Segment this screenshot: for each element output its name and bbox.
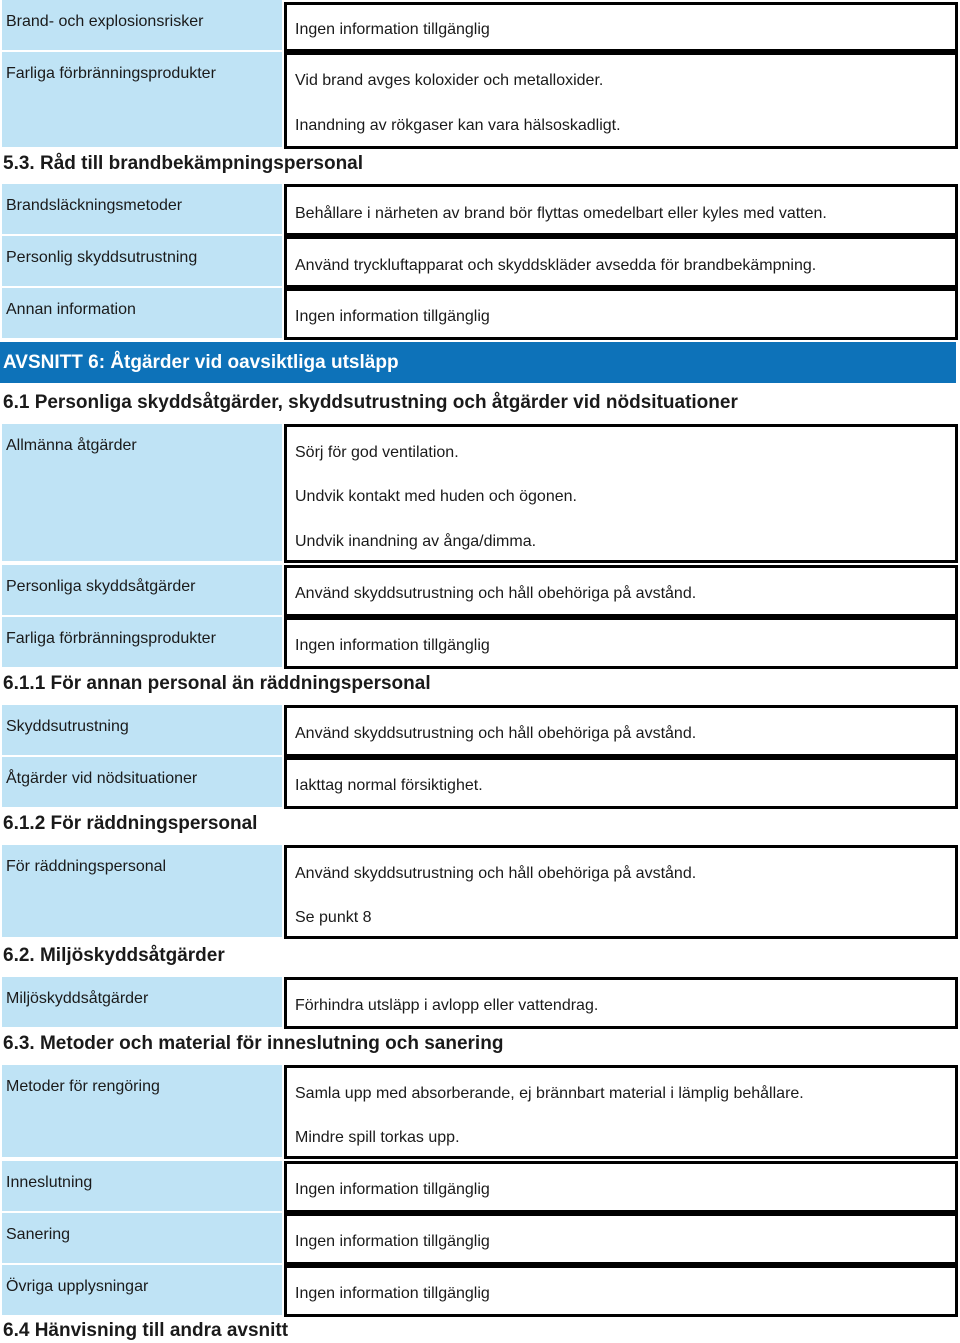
row-value-line: Undvik inandning av ånga/dimma.	[295, 533, 537, 550]
subsection-heading-6-1-2: 6.1.2 För räddningspersonal	[3, 813, 258, 834]
row-label-brandslackningsmetoder: Brandsläckningsmetoder	[2, 184, 282, 234]
row-label-skyddsutrustning: Skyddsutrustning	[2, 705, 282, 755]
row-value-line: Använd skyddsutrustning och håll obehöriga på avstånd.	[295, 865, 697, 882]
row-value-line: Undvik kontakt med huden och ögonen.	[295, 488, 577, 505]
row-value-line: Ingen information tillgänglig	[295, 1285, 490, 1302]
row-value-line: Ingen information tillgänglig	[295, 1181, 490, 1198]
row-value-miljoskyddsatgarder	[284, 977, 958, 1029]
row-value-line: Behållare i närheten av brand bör flyttas omedelbart eller kyles med vatten.	[295, 205, 827, 222]
subsection-heading-6-1-1: 6.1.1 För annan personal än räddningspersonal	[3, 673, 431, 694]
subsection-heading-5-3: 5.3. Råd till brandbekämpningspersonal	[3, 153, 364, 174]
row-label-inneslutning: Inneslutning	[2, 1161, 282, 1211]
row-value-line: Använd tryckluftapparat och skyddskläder avsedda för brandbekämpning.	[295, 257, 817, 274]
row-label-farliga-forbranningsprodukter-6-1: Farliga förbränningsprodukter	[2, 617, 282, 667]
row-value-line: Använd skyddsutrustning och håll obehöriga på avstånd.	[295, 585, 697, 602]
row-value-skyddsutrustning	[284, 705, 958, 757]
row-label-farliga-forbranningsprodukter: Farliga förbränningsprodukter	[2, 52, 282, 147]
subsection-heading-6-1: 6.1 Personliga skyddsåtgärder, skyddsutrustning och åtgärder vid nödsituationer	[3, 392, 738, 413]
row-value-line: Ingen information tillgänglig	[295, 21, 490, 38]
row-value-line: Ingen information tillgänglig	[295, 308, 490, 325]
row-value-metoder-for-rengoring	[284, 1065, 958, 1159]
row-label-atgarder-vid-nodsituationer: Åtgärder vid nödsituationer	[2, 757, 282, 807]
row-label-metoder-for-rengoring: Metoder för rengöring	[2, 1065, 282, 1157]
row-value-line: Vid brand avges koloxider och metalloxider.	[295, 72, 604, 89]
row-value-annan-information	[284, 288, 958, 340]
row-value-allmanna-atgarder	[284, 424, 958, 563]
row-value-line: Använd skyddsutrustning och håll obehöriga på avstånd.	[295, 725, 697, 742]
row-value-personliga-skyddsatgarder	[284, 565, 958, 617]
row-value-line: Samla upp med absorberande, ej brännbart material i lämplig behållare.	[295, 1085, 804, 1102]
subsection-heading-6-3: 6.3. Metoder och material för inneslutning och sanering	[3, 1033, 504, 1054]
row-value-line: Ingen information tillgänglig	[295, 1233, 490, 1250]
row-label-personliga-skyddsatgarder: Personliga skyddsåtgärder	[2, 565, 282, 615]
row-label-sanering: Sanering	[2, 1213, 282, 1263]
row-value-line: Iakttag normal försiktighet.	[295, 777, 483, 794]
row-label-annan-information: Annan information	[2, 288, 282, 338]
section-6-title-band: AVSNITT 6: Åtgärder vid oavsiktliga utsläpp	[0, 342, 956, 383]
row-label-brand-explosion: Brand- och explosionsrisker	[2, 0, 282, 50]
row-value-for-raddningspersonal	[284, 845, 958, 939]
subsection-heading-6-4: 6.4 Hänvisning till andra avsnitt	[3, 1320, 289, 1341]
subsection-heading-6-2: 6.2. Miljöskyddsåtgärder	[3, 945, 225, 966]
row-value-sanering	[284, 1213, 958, 1265]
row-value-brand-explosion	[284, 2, 958, 52]
row-value-line: Sörj för god ventilation.	[295, 444, 459, 461]
row-label-ovriga-upplysningar: Övriga upplysningar	[2, 1265, 282, 1315]
row-value-inneslutning	[284, 1161, 958, 1213]
row-label-personlig-skyddsutrustning: Personlig skyddsutrustning	[2, 236, 282, 286]
row-value-farliga-forbranningsprodukter	[284, 52, 958, 149]
row-value-personlig-skyddsutrustning	[284, 236, 958, 288]
row-label-miljoskyddsatgarder: Miljöskyddsåtgärder	[2, 977, 282, 1027]
row-label-allmanna-atgarder: Allmänna åtgärder	[2, 424, 282, 561]
row-label-for-raddningspersonal: För räddningspersonal	[2, 845, 282, 937]
row-value-atgarder-vid-nodsituationer	[284, 757, 958, 809]
row-value-farliga-forbranningsprodukter-6-1	[284, 617, 958, 669]
row-value-ovriga-upplysningar	[284, 1265, 958, 1317]
row-value-line: Förhindra utsläpp i avlopp eller vattendrag.	[295, 997, 599, 1014]
row-value-line: Mindre spill torkas upp.	[295, 1129, 460, 1146]
row-value-line: Ingen information tillgänglig	[295, 637, 490, 654]
row-value-line: Se punkt 8	[295, 909, 372, 926]
row-value-brandslackningsmetoder	[284, 184, 958, 236]
row-value-line: Inandning av rökgaser kan vara hälsoskadligt.	[295, 117, 621, 134]
